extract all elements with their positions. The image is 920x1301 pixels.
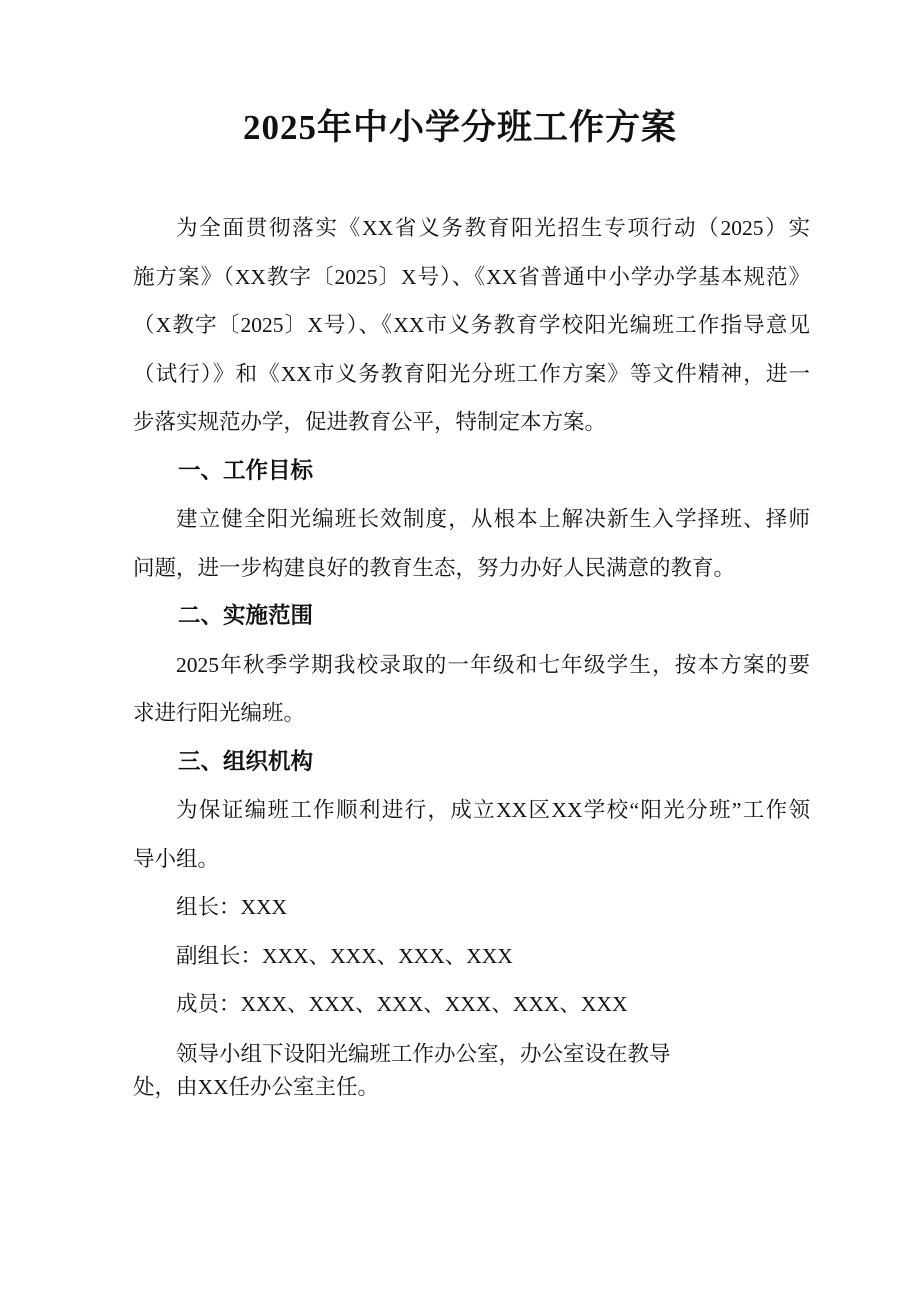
text-line: 成员：XXX、XXX、XXX、XXX、XXX、XXX xyxy=(176,992,628,1016)
text-line: 为全面贯彻落实《XX省义务教育阳光招生专项行动（2025）实 xyxy=(176,216,810,240)
document-body xyxy=(133,204,810,1104)
text-line: 步落实规范办学，促进教育公平，特制定本方案。 xyxy=(133,410,607,434)
text-line: 组长：XXX xyxy=(176,895,288,919)
text-line: 建立健全阳光编班长效制度，从根本上解决新生入学择班、择师 xyxy=(176,507,810,531)
text-line: （X教字〔2025〕X号）、《XX市义务教育学校阳光编班工作指导意见 xyxy=(133,313,810,337)
text-line: 问题，进一步构建良好的教育生态，努力办好人民满意的教育。 xyxy=(133,555,736,580)
section-heading: 三、组织机构 xyxy=(178,748,314,774)
section-heading: 二、实施范围 xyxy=(178,603,314,628)
text-line: 领导小组下设阳光编班工作办公室，办公室设在教导 xyxy=(176,1041,671,1066)
document-title: 2025年中小学分班工作方案 xyxy=(242,108,677,147)
text-line: 求进行阳光编班。 xyxy=(133,701,306,725)
section-heading: 一、工作目标 xyxy=(178,457,314,483)
text-line: （试行）》和《XX市义务教育阳光分班工作方案》等文件精神，进一 xyxy=(133,361,810,386)
text-line: 2025年秋季学期我校录取的一年级和七年级学生，按本方案的要 xyxy=(176,652,810,677)
text-line: 导小组。 xyxy=(133,846,220,871)
text-line: 施方案》（XX教字〔2025〕X号）、《XX省普通中小学办学基本规范》 xyxy=(133,264,810,289)
text-line: 处，由XX任办公室主任。 xyxy=(133,1074,380,1099)
text-line: 副组长：XXX、XXX、XXX、XXX xyxy=(176,943,513,968)
text-line: 为保证编班工作顺利进行，成立XX区XX学校“阳光分班”工作领 xyxy=(176,798,810,822)
